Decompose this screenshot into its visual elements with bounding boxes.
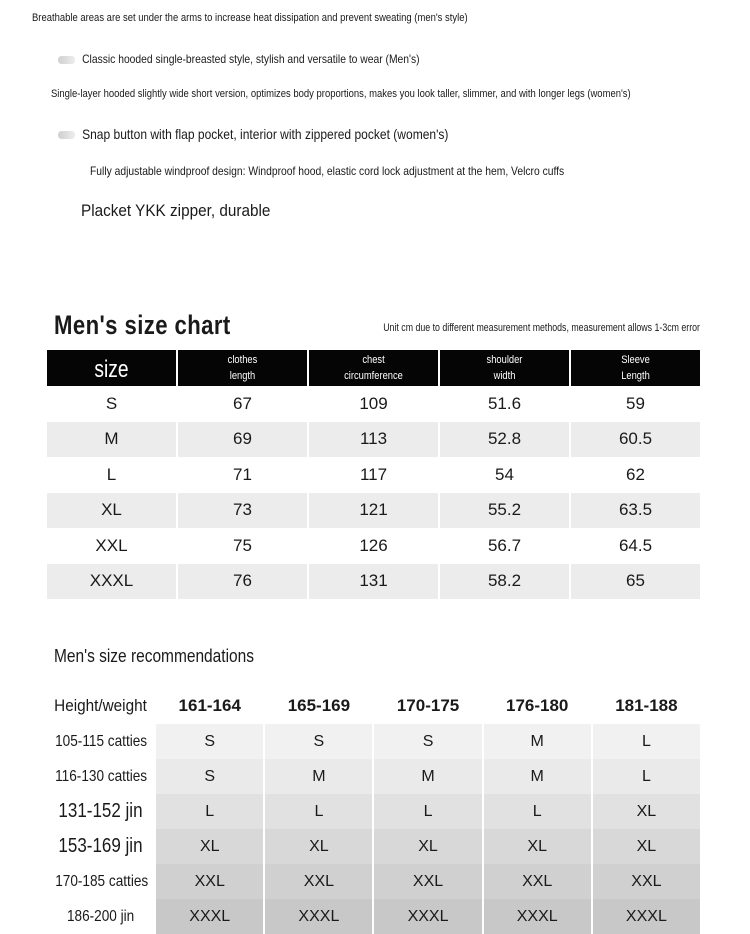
- size-cell: XXXL: [265, 899, 372, 934]
- weight-label: 153-169 jin: [47, 829, 154, 864]
- size-cell: XXL: [265, 864, 372, 899]
- size-cell: S: [374, 724, 481, 759]
- size-cell: XXL: [156, 864, 263, 899]
- size-chart-note: Unit cm due to different measurement methods, measurement allows 1-3cm error: [383, 322, 700, 334]
- size-cell: XL: [156, 829, 263, 864]
- header-height-range: 181-188: [593, 688, 700, 724]
- table-row: [47, 829, 700, 864]
- header-height-range: 176-180: [484, 688, 591, 724]
- chest-cell: 109: [359, 393, 388, 413]
- shoulder-cell: 52.8: [440, 422, 569, 458]
- header-height-range: 170-175: [374, 688, 481, 724]
- chest-cell: 126: [359, 535, 388, 555]
- size-cell: XL: [593, 794, 700, 829]
- shoulder-cell: 58.2: [440, 564, 569, 600]
- size-cell: L: [156, 794, 263, 829]
- table-row: [47, 864, 700, 899]
- size-cell: L: [374, 794, 481, 829]
- shoulder-cell: 51.6: [487, 393, 522, 413]
- weight-label: 170-185 catties: [47, 864, 154, 899]
- size-chart-header-row: [47, 350, 700, 386]
- header-shoulder-width: shoulder width: [440, 350, 569, 386]
- chest-cell: 121: [309, 493, 438, 529]
- size-chart-table: [45, 350, 702, 599]
- sleeve-cell: 62: [626, 464, 645, 484]
- table-row: [47, 528, 700, 564]
- sleeve-cell: 60.5: [571, 422, 700, 458]
- size-cell: XL: [265, 829, 372, 864]
- size-cell: L: [265, 794, 372, 829]
- size-cell: M: [374, 759, 481, 794]
- table-row: [47, 564, 700, 600]
- table-row: [47, 724, 700, 759]
- size-cell: S: [105, 393, 118, 413]
- chest-cell: 113: [309, 422, 438, 458]
- size-cell: XXXL: [156, 899, 263, 934]
- table-row: [47, 422, 700, 458]
- size-cell: XXXL: [374, 899, 481, 934]
- size-cell: L: [593, 759, 700, 794]
- header-height-range: 165-169: [265, 688, 372, 724]
- size-cell: XXXL: [47, 564, 176, 600]
- size-cell: M: [484, 759, 591, 794]
- size-cell: S: [156, 759, 263, 794]
- table-row: [47, 386, 700, 422]
- table-row: [47, 759, 700, 794]
- feature-text: Classic hooded single-breasted style, stylish and versatile to wear (Men's): [82, 52, 420, 66]
- length-cell: 76: [178, 564, 307, 600]
- size-cell: XXXL: [484, 899, 591, 934]
- size-recommendation-table: [45, 688, 702, 934]
- size-cell: XL: [47, 493, 176, 529]
- length-cell: 71: [233, 464, 252, 484]
- weight-label: 186-200 jin: [47, 899, 154, 934]
- chest-cell: 131: [309, 564, 438, 600]
- weight-label: 131-152 jin: [47, 794, 154, 829]
- size-cell: M: [484, 724, 591, 759]
- sleeve-cell: 64.5: [618, 535, 653, 555]
- size-cell: XL: [593, 829, 700, 864]
- size-cell: L: [106, 464, 117, 484]
- length-cell: 75: [233, 535, 252, 555]
- length-cell: 69: [178, 422, 307, 458]
- bullet-icon: [58, 56, 75, 64]
- bullet-icon: [58, 131, 75, 139]
- table-row: [47, 794, 700, 829]
- size-cell: XXL: [593, 864, 700, 899]
- sleeve-cell: 59: [626, 393, 645, 413]
- size-cell: XXL: [484, 864, 591, 899]
- feature-text: Snap button with flap pocket, interior with zippered pocket (women's): [82, 126, 449, 142]
- feature-underarm-vents: Breathable areas are set under the arms to increase heat dissipation and prevent sweating (men's style): [32, 12, 468, 24]
- table-row: [47, 493, 700, 529]
- size-cell: XL: [484, 829, 591, 864]
- length-cell: 67: [233, 393, 252, 413]
- size-cell: S: [265, 724, 372, 759]
- size-chart-title: Men's size chart: [54, 310, 231, 340]
- sleeve-cell: 65: [571, 564, 700, 600]
- size-cell: M: [265, 759, 372, 794]
- table-row: [47, 457, 700, 493]
- weight-label: 105-115 catties: [47, 724, 154, 759]
- chest-cell: 117: [359, 464, 388, 484]
- feature-ykk-zipper: Placket YKK zipper, durable: [81, 201, 271, 220]
- shoulder-cell: 55.2: [440, 493, 569, 529]
- table-row: [47, 899, 700, 934]
- size-cell: S: [156, 724, 263, 759]
- size-cell: M: [47, 422, 176, 458]
- feature-windproof: Fully adjustable windproof design: Windproof hood, elastic cord lock adjustment at the hem, Velcro cuffs: [90, 164, 565, 178]
- size-cell: L: [593, 724, 700, 759]
- header-clothes-length: clothes length: [178, 350, 307, 386]
- shoulder-cell: 56.7: [487, 535, 522, 555]
- size-cell: XL: [374, 829, 481, 864]
- sleeve-cell: 63.5: [571, 493, 700, 529]
- header-height-range: 161-164: [156, 688, 263, 724]
- size-cell: XXXL: [593, 899, 700, 934]
- weight-label: 116-130 catties: [47, 759, 154, 794]
- recommendations-title: Men's size recommendations: [54, 646, 254, 666]
- size-cell: L: [484, 794, 591, 829]
- shoulder-cell: 54: [495, 464, 514, 484]
- header-size: size: [47, 350, 176, 386]
- size-cell: XXL: [95, 535, 128, 555]
- feature-hooded-single-breasted: [58, 52, 420, 66]
- header-sleeve-length: Sleeve Length: [571, 350, 700, 386]
- feature-snap-pocket: [58, 126, 448, 142]
- recommendation-header-row: [47, 688, 700, 724]
- header-height-weight: Height/weight: [47, 688, 154, 724]
- feature-short-version: Single-layer hooded slightly wide short version, optimizes body proportions, makes you look taller, slimmer, and with longer legs (women's): [51, 88, 631, 100]
- length-cell: 73: [178, 493, 307, 529]
- header-chest-circumference: chest circumference: [309, 350, 438, 386]
- size-cell: XXL: [374, 864, 481, 899]
